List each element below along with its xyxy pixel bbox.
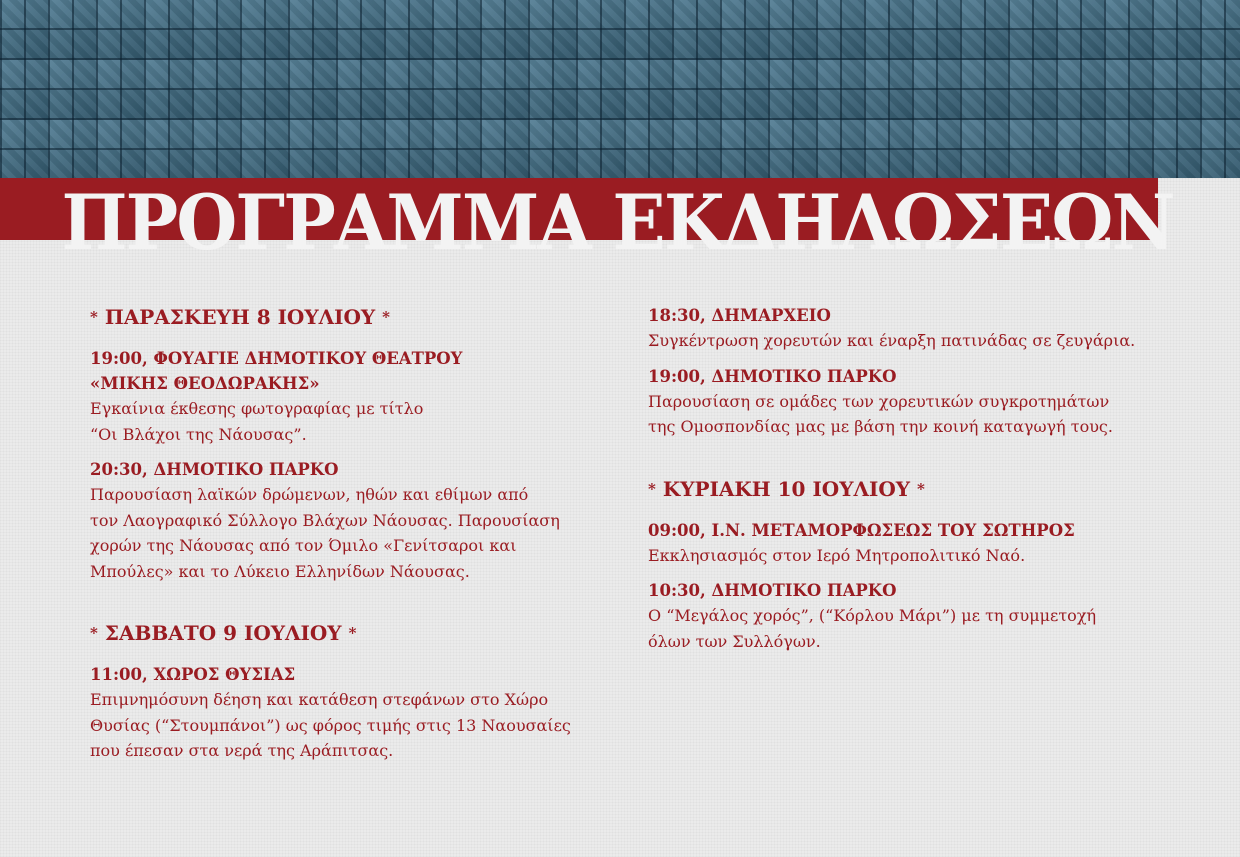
photo-collage-banner [0,0,1240,178]
day-heading-sunday [648,474,1188,504]
event-title: 19:00, ΔΗΜΟΤΙΚΟ ΠΑΡΚΟ [648,366,897,386]
event-title: 19:00, ΦΟΥΑΓΙΕ ΔΗΜΟΤΙΚΟΥ ΘΕΑΤΡΟΥ [90,349,463,368]
day-label: ΠΑΡΑΣΚΕΥΗ 8 ΙΟΥΛΙΟΥ [104,305,376,329]
event-description: Μπούλες» και το Λύκειο Ελληνίδων Νάουσας. [90,561,470,581]
event-saturday-1900 [648,364,1188,440]
event-description: Παρουσίαση λαϊκών δρώμενων, ηθών και εθίμων από [90,485,529,504]
star-icon: * [348,624,357,642]
event-friday-1900 [90,346,600,447]
day-label: ΚΥΡΙΑΚΗ 10 ΙΟΥΛΙΟΥ [662,476,911,501]
page-title: ΠΡΟΓΡΑΜΜΑ ΕΚΔΗΛΩΣΕΩΝ [61,178,1174,267]
day-heading-friday [90,302,600,332]
event-description: Εκκλησιασμός στον Ιερό Μητροπολιτικό Ναό. [648,545,1026,565]
event-saturday-1830 [648,303,1188,354]
day-label: ΣΑΒΒΑΤΟ 9 ΙΟΥΛΙΟΥ [104,621,342,645]
star-icon: * [648,479,656,498]
event-title: 18:30, ΔΗΜΑΡΧΕΙΟ [648,306,831,325]
star-icon: * [382,308,391,326]
event-description: Εγκαίνια έκθεσης φωτογραφίας με τίτλο [90,399,424,418]
event-title: 10:30, ΔΗΜΟΤΙΚΟ ΠΑΡΚΟ [648,581,897,600]
right-column [648,303,1188,664]
event-description: Συγκέντρωση χορευτών και έναρξη πατινάδας σε ζευγάρια. [648,331,1136,350]
event-sunday-0900 [648,518,1188,569]
event-description: Παρουσίαση σε ομάδες των χορευτικών συγκροτημάτων [648,391,1110,411]
star-icon: * [90,624,98,642]
day-heading-saturday [90,618,600,648]
star-icon: * [90,308,98,326]
event-description: “Οι Βλάχοι της Νάουσας”. [90,424,307,444]
star-icon: * [917,479,925,498]
event-title: 09:00, Ι.Ν. ΜΕΤΑΜΟΡΦΩΣΕΩΣ ΤΟΥ ΣΩΤΗΡΟΣ [648,520,1075,540]
event-description: Θυσίας (“Στουμπάνοι”) ως φόρος τιμής στις 13 Ναουσαίες [90,715,571,735]
event-description: της Ομοσπονδίας μας με βάση την κοινή καταγωγή τους. [648,417,1113,436]
event-description: χορών της Νάουσας από τον Όμιλο «Γενίτσαροι και [90,536,517,555]
event-sunday-1030 [648,578,1188,654]
event-title: 20:30, ΔΗΜΟΤΙΚΟ ΠΑΡΚΟ [90,460,339,479]
event-title: «ΜΙΚΗΣ ΘΕΟΔΩΡΑΚΗΣ» [90,374,320,393]
left-column [90,302,600,774]
event-friday-2030 [90,457,600,584]
event-description: Επιμνημόσυνη δέηση και κατάθεση στεφάνων στο Χώρο [90,690,549,709]
event-title: 11:00, ΧΩΡΟΣ ΘΥΣΙΑΣ [90,665,296,684]
event-saturday-1100 [90,662,600,764]
event-description: που έπεσαν στα νερά της Αράπιτσας. [90,741,394,760]
event-description: όλων των Συλλόγων. [648,631,821,651]
event-description: Ο “Μεγάλος χορός”, (“Κόρλου Μάρι”) με τη συμμετοχή [648,606,1097,625]
event-description: τον Λαογραφικό Σύλλογο Βλάχων Νάουσας. Παρουσίαση [90,510,560,530]
